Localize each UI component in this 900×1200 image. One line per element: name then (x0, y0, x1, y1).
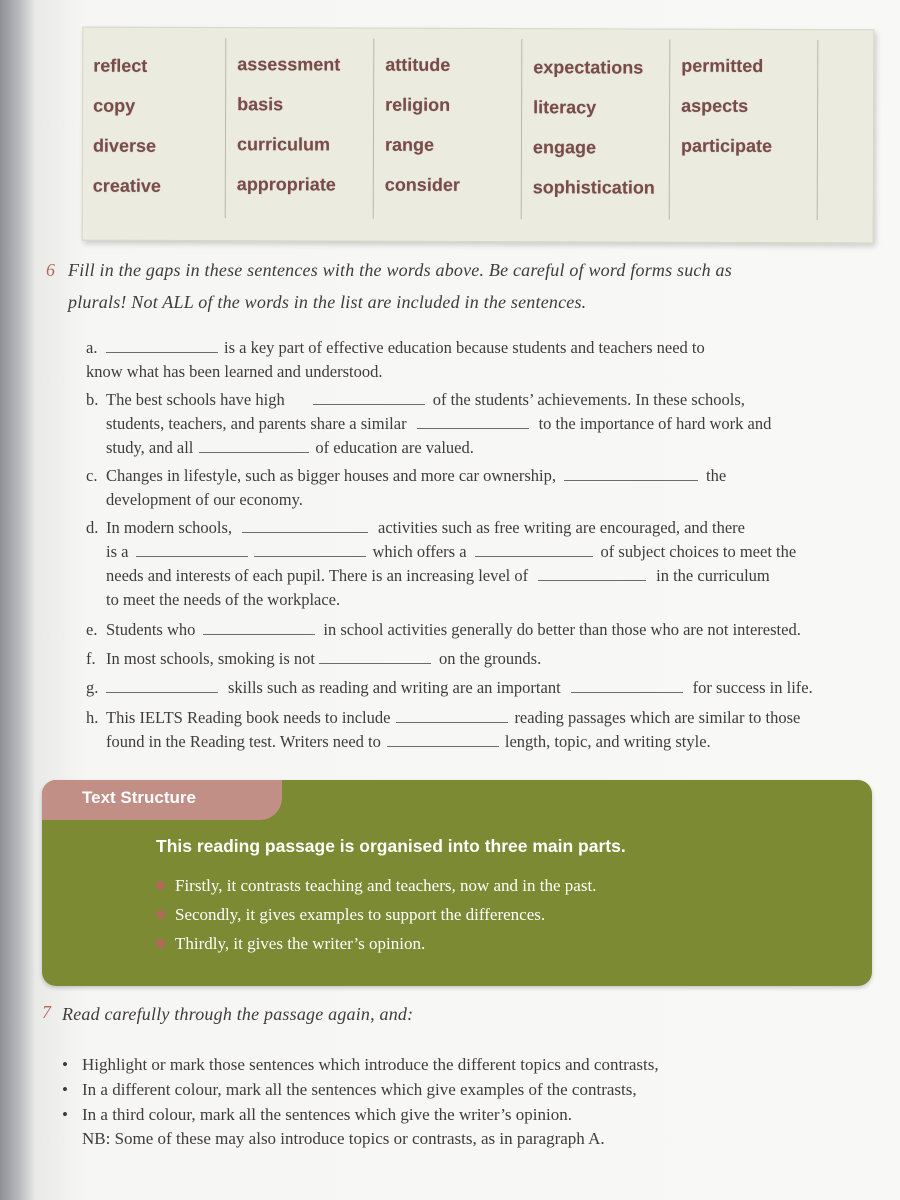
exercise-item-g (86, 676, 848, 700)
item-label: h. (86, 708, 99, 727)
gap-blank[interactable] (387, 732, 499, 747)
item-text: of education are valued. (315, 438, 474, 457)
text-structure-heading: This reading passage is organised into three main parts. (156, 836, 626, 856)
item-text: is a key part of effective education because students and teachers need to (224, 338, 705, 357)
item-label: c. (86, 466, 98, 485)
bullet-text: In a different colour, mark all the sentences which give examples of the contrasts, (82, 1080, 637, 1099)
item-text: is a (106, 542, 129, 561)
item-text: students, teachers, and parents share a similar (106, 414, 407, 433)
word-item: expectations (533, 57, 644, 78)
word-item: diverse (92, 135, 157, 156)
exercise-item-f (86, 647, 848, 671)
word-item: creative (92, 175, 161, 196)
bullet-marker: • (62, 1080, 68, 1099)
bullet-marker: • (62, 1055, 68, 1074)
exercise-6-number: 6 (46, 260, 55, 280)
word-item: copy (93, 95, 136, 116)
word-item: basis (237, 94, 284, 115)
item-text: found in the Reading test. Writers need to (106, 732, 381, 751)
word-item: aspects (681, 95, 749, 116)
word-item: reflect (93, 55, 148, 76)
item-text: Changes in lifestyle, such as bigger houses and more car ownership, (106, 466, 556, 485)
gap-blank[interactable] (396, 708, 508, 723)
exercise-7-note: NB: Some of these may also introduce topics or contrasts, as in paragraph A. (82, 1129, 605, 1148)
word-item: consider (384, 174, 460, 195)
item-text: The best schools have high (106, 390, 285, 409)
word-list-box (82, 27, 875, 244)
word-item: attitude (385, 54, 451, 75)
column-divider (225, 38, 227, 218)
bullet-text: Thirdly, it gives the writer’s opinion. (175, 934, 426, 953)
item-text: reading passages which are similar to those (514, 708, 801, 727)
gap-blank[interactable] (564, 466, 698, 481)
gap-blank[interactable] (254, 542, 366, 557)
item-text: Students who (106, 620, 196, 639)
item-text: for success in life. (692, 678, 813, 697)
gap-blank[interactable] (242, 518, 368, 533)
word-item: range (384, 134, 435, 155)
item-text: which offers a (372, 542, 467, 561)
word-item: appropriate (236, 174, 336, 195)
bullet-text: Firstly, it contrasts teaching and teachers, now and in the past. (175, 876, 597, 895)
column-divider (373, 39, 375, 219)
exercise-item-b (86, 388, 848, 460)
item-text: In most schools, smoking is not (106, 649, 316, 668)
gap-blank[interactable] (136, 542, 248, 557)
exercise-6-instruction (68, 254, 858, 318)
word-item: assessment (237, 54, 341, 75)
exercise-7-bullet (62, 1054, 742, 1076)
exercise-7-instruction: Read carefully through the passage again, and: (62, 1004, 414, 1024)
instruction-line: Fill in the gaps in these sentences with the words above. Be careful of word forms such as (68, 260, 732, 280)
bullet-text: In a third colour, mark all the sentences which give the writer’s opinion. (82, 1105, 572, 1124)
item-text: of the students’ achievements. In these schools, (432, 390, 745, 409)
gap-blank[interactable] (571, 678, 683, 693)
item-text: skills such as reading and writing are an important (228, 678, 561, 697)
bullet-text: Highlight or mark those sentences which introduce the different topics and contrasts, (82, 1055, 659, 1074)
bullet-dot (156, 910, 165, 919)
exercise-item-d (86, 516, 848, 612)
gap-blank[interactable] (106, 338, 218, 353)
item-text: In modern schools, (106, 518, 233, 537)
text-structure-bullet (156, 934, 756, 954)
gap-blank[interactable] (203, 620, 315, 635)
item-label: e. (86, 620, 98, 639)
book-spine-shadow (0, 0, 34, 1200)
gap-blank[interactable] (313, 390, 425, 405)
item-text: length, topic, and writing style. (504, 732, 711, 751)
item-text: This IELTS Reading book needs to include (106, 708, 391, 727)
item-text: in the curriculum (656, 566, 770, 585)
column-divider (817, 40, 819, 220)
item-text: development of our economy. (106, 490, 303, 509)
gap-blank[interactable] (475, 542, 593, 557)
word-item: permitted (681, 55, 764, 76)
item-label: f. (86, 649, 96, 668)
item-text: in school activities generally do better than those who are not interested. (323, 620, 801, 639)
item-label: g. (86, 678, 99, 697)
exercise-item-c (86, 464, 848, 512)
word-item: engage (532, 137, 597, 158)
item-text: know what has been learned and understood. (86, 362, 383, 381)
gap-blank[interactable] (319, 649, 431, 664)
gap-blank[interactable] (538, 566, 646, 581)
column-divider (521, 39, 523, 219)
word-item: sophistication (532, 177, 655, 198)
item-text: of subject choices to meet the (600, 542, 797, 561)
instruction-line: plurals! Not ALL of the words in the list are included in the sentences. (68, 292, 587, 312)
item-label: d. (86, 518, 99, 537)
exercise-item-e (86, 618, 848, 642)
item-text: to meet the needs of the workplace. (106, 590, 341, 609)
exercise-7-bullet (62, 1104, 742, 1126)
word-item: religion (385, 94, 451, 115)
item-label: b. (86, 390, 99, 409)
exercise-7-bullet (62, 1079, 742, 1101)
bullet-dot (156, 939, 165, 948)
text-structure-bullet (156, 905, 756, 925)
bullet-text: Secondly, it gives examples to support the differences. (175, 905, 546, 924)
item-text: the (705, 466, 727, 485)
exercise-item-a (86, 336, 848, 384)
book-page (34, 0, 900, 1200)
word-item: curriculum (236, 134, 331, 155)
exercise-7-number: 7 (42, 1002, 51, 1022)
item-text: activities such as free writing are encouraged, and there (378, 518, 745, 537)
exercise-item-h (86, 706, 848, 754)
gap-blank[interactable] (199, 438, 309, 453)
item-text: study, and all (106, 438, 194, 457)
gap-blank[interactable] (106, 678, 218, 693)
bullet-marker: • (62, 1105, 68, 1124)
word-item: literacy (533, 97, 597, 118)
text-structure-bullet (156, 876, 756, 896)
gap-blank[interactable] (417, 414, 529, 429)
text-structure-label: Text Structure (82, 788, 196, 807)
item-text: to the importance of hard work and (538, 414, 772, 433)
word-item: participate (680, 135, 773, 157)
item-label: a. (86, 338, 98, 357)
item-text: on the grounds. (439, 649, 542, 668)
column-divider (669, 40, 671, 220)
item-text: needs and interests of each pupil. There is an increasing level of (106, 566, 529, 585)
bullet-dot (156, 881, 165, 890)
